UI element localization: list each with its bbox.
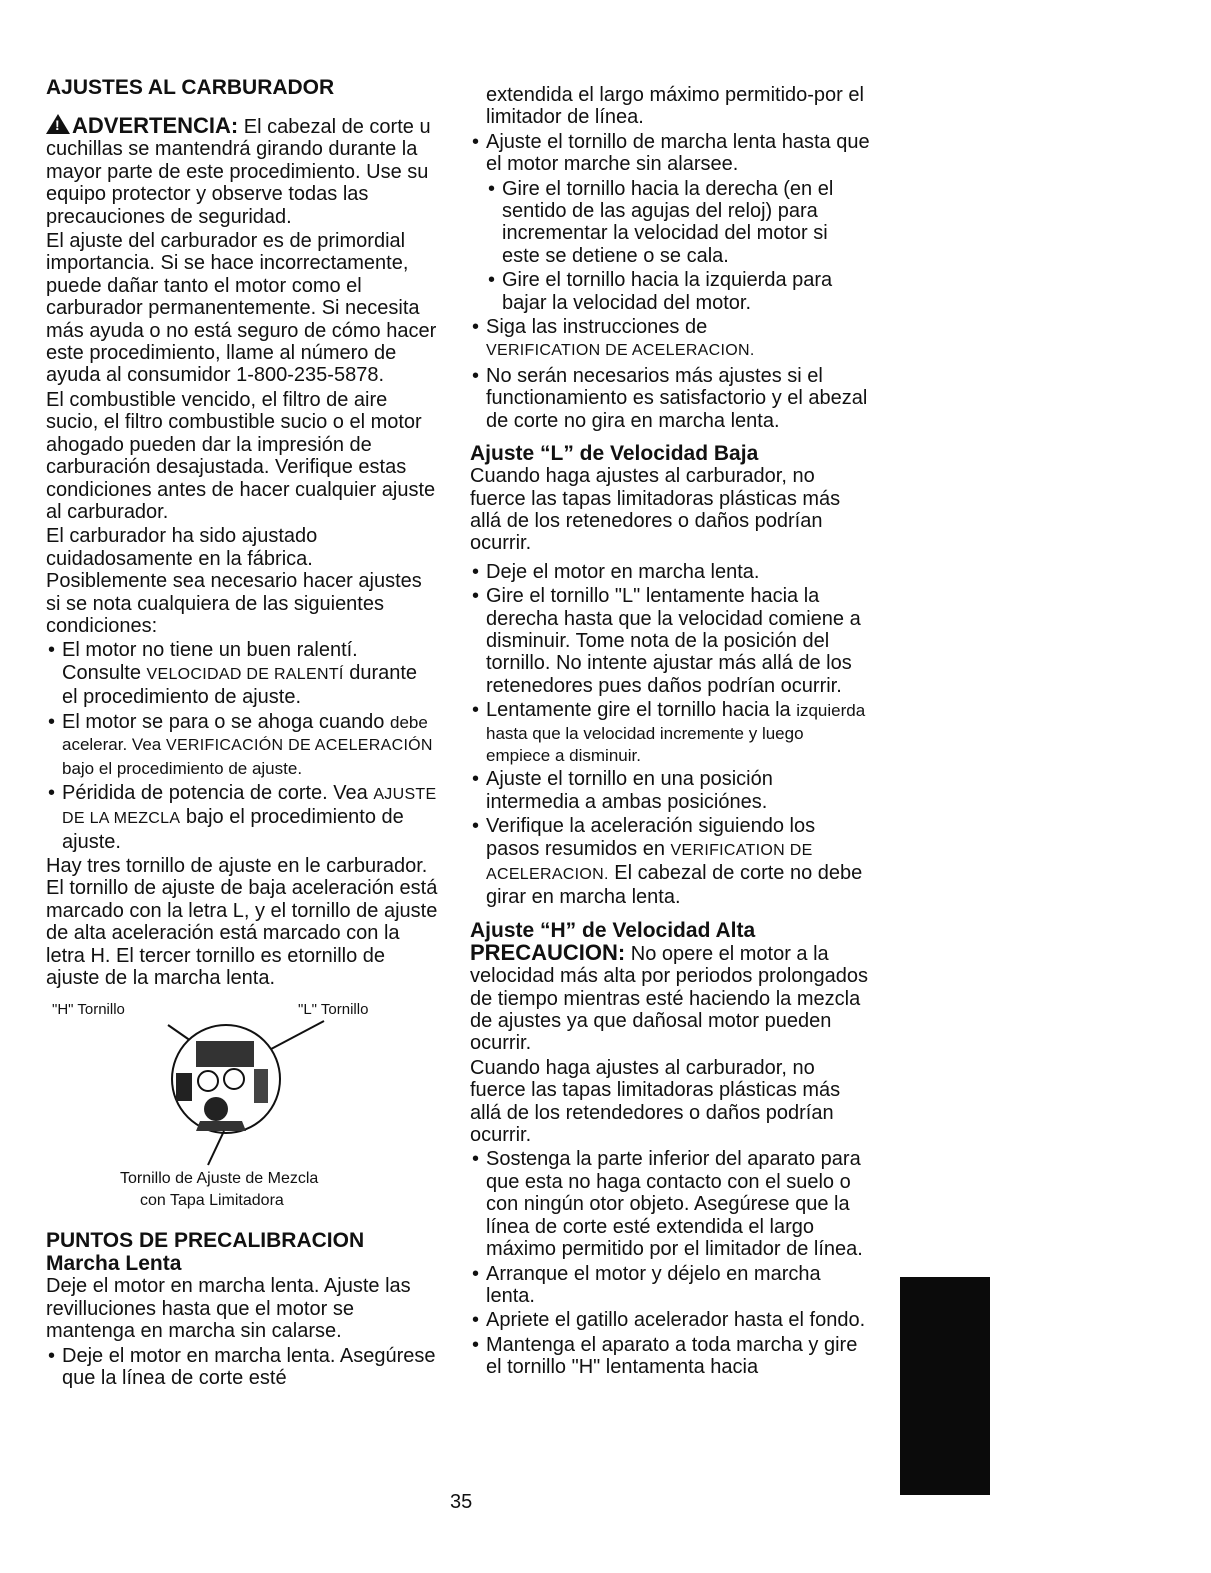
precaution-label: PRECAUCION: xyxy=(470,939,626,965)
paragraph-marcha-lenta: Deje el motor en marcha lenta. Ajuste las revilluciones hasta que el motor se mantenga en marcha sin calarse. xyxy=(46,1275,411,1343)
warning-label: ADVERTENCIA: xyxy=(72,113,239,138)
marcha-lenta-list xyxy=(46,1345,438,1390)
marcha-lenta-steps-2 xyxy=(470,316,870,432)
paragraph-alta: Cuando haga ajustes al carburador, no fuerce las tapas limitadoras plásticas más allá de los retendedores o daños podrían ocurrir. xyxy=(470,1056,841,1147)
paragraph-screws: Hay tres tornillo de ajuste en le carburador. El tornillo de ajuste de baja aceleración está marcado con la letra L, y el tornillo de ajuste de alta aceleración está marcado con la letra H. El tercer tornillo es etornillo de ajuste de la marcha lenta. xyxy=(46,855,438,990)
right-column xyxy=(470,84,870,1381)
list-item: • Ajuste el tornillo de marcha lenta hasta que el motor marche sin alarsee. xyxy=(470,131,870,176)
continued-text: extendida el largo máximo permitido-por el limitador de línea. xyxy=(486,84,864,129)
conditions-list xyxy=(46,639,438,853)
precaution-paragraph: PRECAUCION: No opere el motor a la velocidad más alta por periodos prolongados de tiempo mientras esté haciendo la mezcla de ajustes ya que dañosal motor pueden ocurrir. xyxy=(470,939,869,1055)
baja-steps xyxy=(470,561,870,909)
list-item: • Gire el tornillo "L" lentamente hacia la derecha hasta que la velocidad comiene a disminuir. Tome nota de la posición del tornillo. No intente ajustar más allá de los retenedores pues daños podrían ocurrir. xyxy=(470,585,870,697)
h-screw-label: "H" Tornillo xyxy=(52,1001,125,1019)
heading-velocidad-alta: Ajuste “H” de Velocidad Alta xyxy=(470,918,756,942)
heading-velocidad-baja: Ajuste “L” de Velocidad Baja xyxy=(470,442,759,466)
list-item: • Péridida de potencia de corte. Vea AJUSTE DE LA MEZCLA bajo el procedimiento de ajuste. xyxy=(46,782,438,853)
list-item: • Siga las instrucciones de VERIFICATION DE ACELERACION. xyxy=(470,316,870,363)
section-tab-marker xyxy=(900,1277,990,1495)
list-item: • Verifique la aceleración siguiendo los pasos resumidos en VERIFICATION DE ACELERACION. El cabezal de corte no debe girar en marcha lenta. xyxy=(470,815,870,909)
heading-marcha-lenta: Marcha Lenta xyxy=(46,1252,182,1276)
list-item: • El motor no tiene un buen ralentí. Consulte VELOCIDAD DE RALENTÍ durante el procedimiento de ajuste. xyxy=(46,639,438,708)
list-item: • Ajuste el tornillo en una posición intermedia a ambas posiciónes. xyxy=(470,768,870,813)
list-item: • Arranque el motor y déjelo en marcha lenta. xyxy=(470,1263,870,1308)
heading-puntos: PUNTOS DE PRECALIBRACION xyxy=(46,1229,365,1253)
list-item: • Lentamente gire el tornillo hacia la izquierda hasta que la velocidad incremente y luego empiece a disminuir. xyxy=(470,699,870,766)
alta-steps xyxy=(470,1148,870,1378)
list-item: • Mantenga el aparato a toda marcha y gire el tornillo "H" lentamenta hacia xyxy=(470,1334,870,1379)
figure-caption-line1: Tornillo de Ajuste de Mezcla xyxy=(120,1170,319,1188)
list-item: • Gire el tornillo hacia la derecha (en el sentido de las agujas del reloj) para incrementar la velocidad del motor si este se detiene o se cala. xyxy=(470,178,870,268)
list-item: • Sostenga la parte inferior del aparato para que esta no haga contacto con el suelo o con ningún otor objeto. Asegúrese que la línea de corte esté extendida el largo máximo permitido por el limitador de línea. xyxy=(470,1148,870,1260)
list-item: • No serán necesarios más ajustes si el functionamiento es satisfactorio y el abezal de corte no gira en marcha lenta. xyxy=(470,365,870,432)
warning-triangle-icon xyxy=(46,114,70,134)
section-title: AJUSTES AL CARBURADOR xyxy=(46,76,335,99)
paragraph-baja: Cuando haga ajustes al carburador, no fuerce las tapas limitadoras plásticas más allá de los retenedores o daños podrían ocurrir. xyxy=(470,465,841,555)
list-item: • Deje el motor en marcha lenta. Asegúrese que la línea de corte esté xyxy=(46,1345,438,1390)
sub-steps xyxy=(470,178,870,314)
carburetor-diagram xyxy=(46,999,438,1217)
list-item: • Apriete el gatillo acelerador hasta el fondo. xyxy=(470,1309,870,1331)
figure-caption-line2: con Tapa Limitadora xyxy=(140,1192,284,1210)
list-item: • Gire el tornillo hacia la izquierda para bajar la velocidad del motor. xyxy=(470,269,870,314)
marcha-lenta-steps xyxy=(470,131,870,176)
warning-paragraph xyxy=(46,114,438,228)
list-item: • Deje el motor en marcha lenta. xyxy=(470,561,870,583)
paragraph-factory: El carburador ha sido ajustado cuidadosamente en la fábrica. Posiblemente sea necesario hacer ajustes si se nota cualquiera de las siguientes condiciones: xyxy=(46,525,422,637)
page-number: 35 xyxy=(450,1491,473,1513)
paragraph-conditions: El combustible vencido, el filtro de aire sucio, el filtro combustible sucio o el motor ahogado pueden dar la impresión de carburación desajustada. Verifique estas condiciones antes de hacer cualquier ajuste al carburador. xyxy=(46,388,436,523)
carburetor-illustration xyxy=(146,1017,346,1167)
l-screw-label: "L" Tornillo xyxy=(298,1001,369,1019)
left-column xyxy=(46,76,438,1391)
list-item: • El motor se para o se ahoga cuando debe acelerar. Vea VERIFICACIÓN DE ACELERACIÓN bajo el procedimiento de ajuste. xyxy=(46,711,438,780)
warning-text: El cabezal de corte u cuchillas se mantendrá girando durante la mayor parte de este procedimiento. Use su equipo protector y observe todas las precauciones de seguridad. xyxy=(46,116,431,228)
paragraph-importance: El ajuste del carburador es de primordial importancia. Si se hace incorrectamente, puede dañar tanto el motor como el carburador permanentemente. Si necesita más ayuda o no está seguro de cómo hacer este procedimiento, llame al número de ayuda al consumidor 1-800-235-5878. xyxy=(46,230,437,387)
